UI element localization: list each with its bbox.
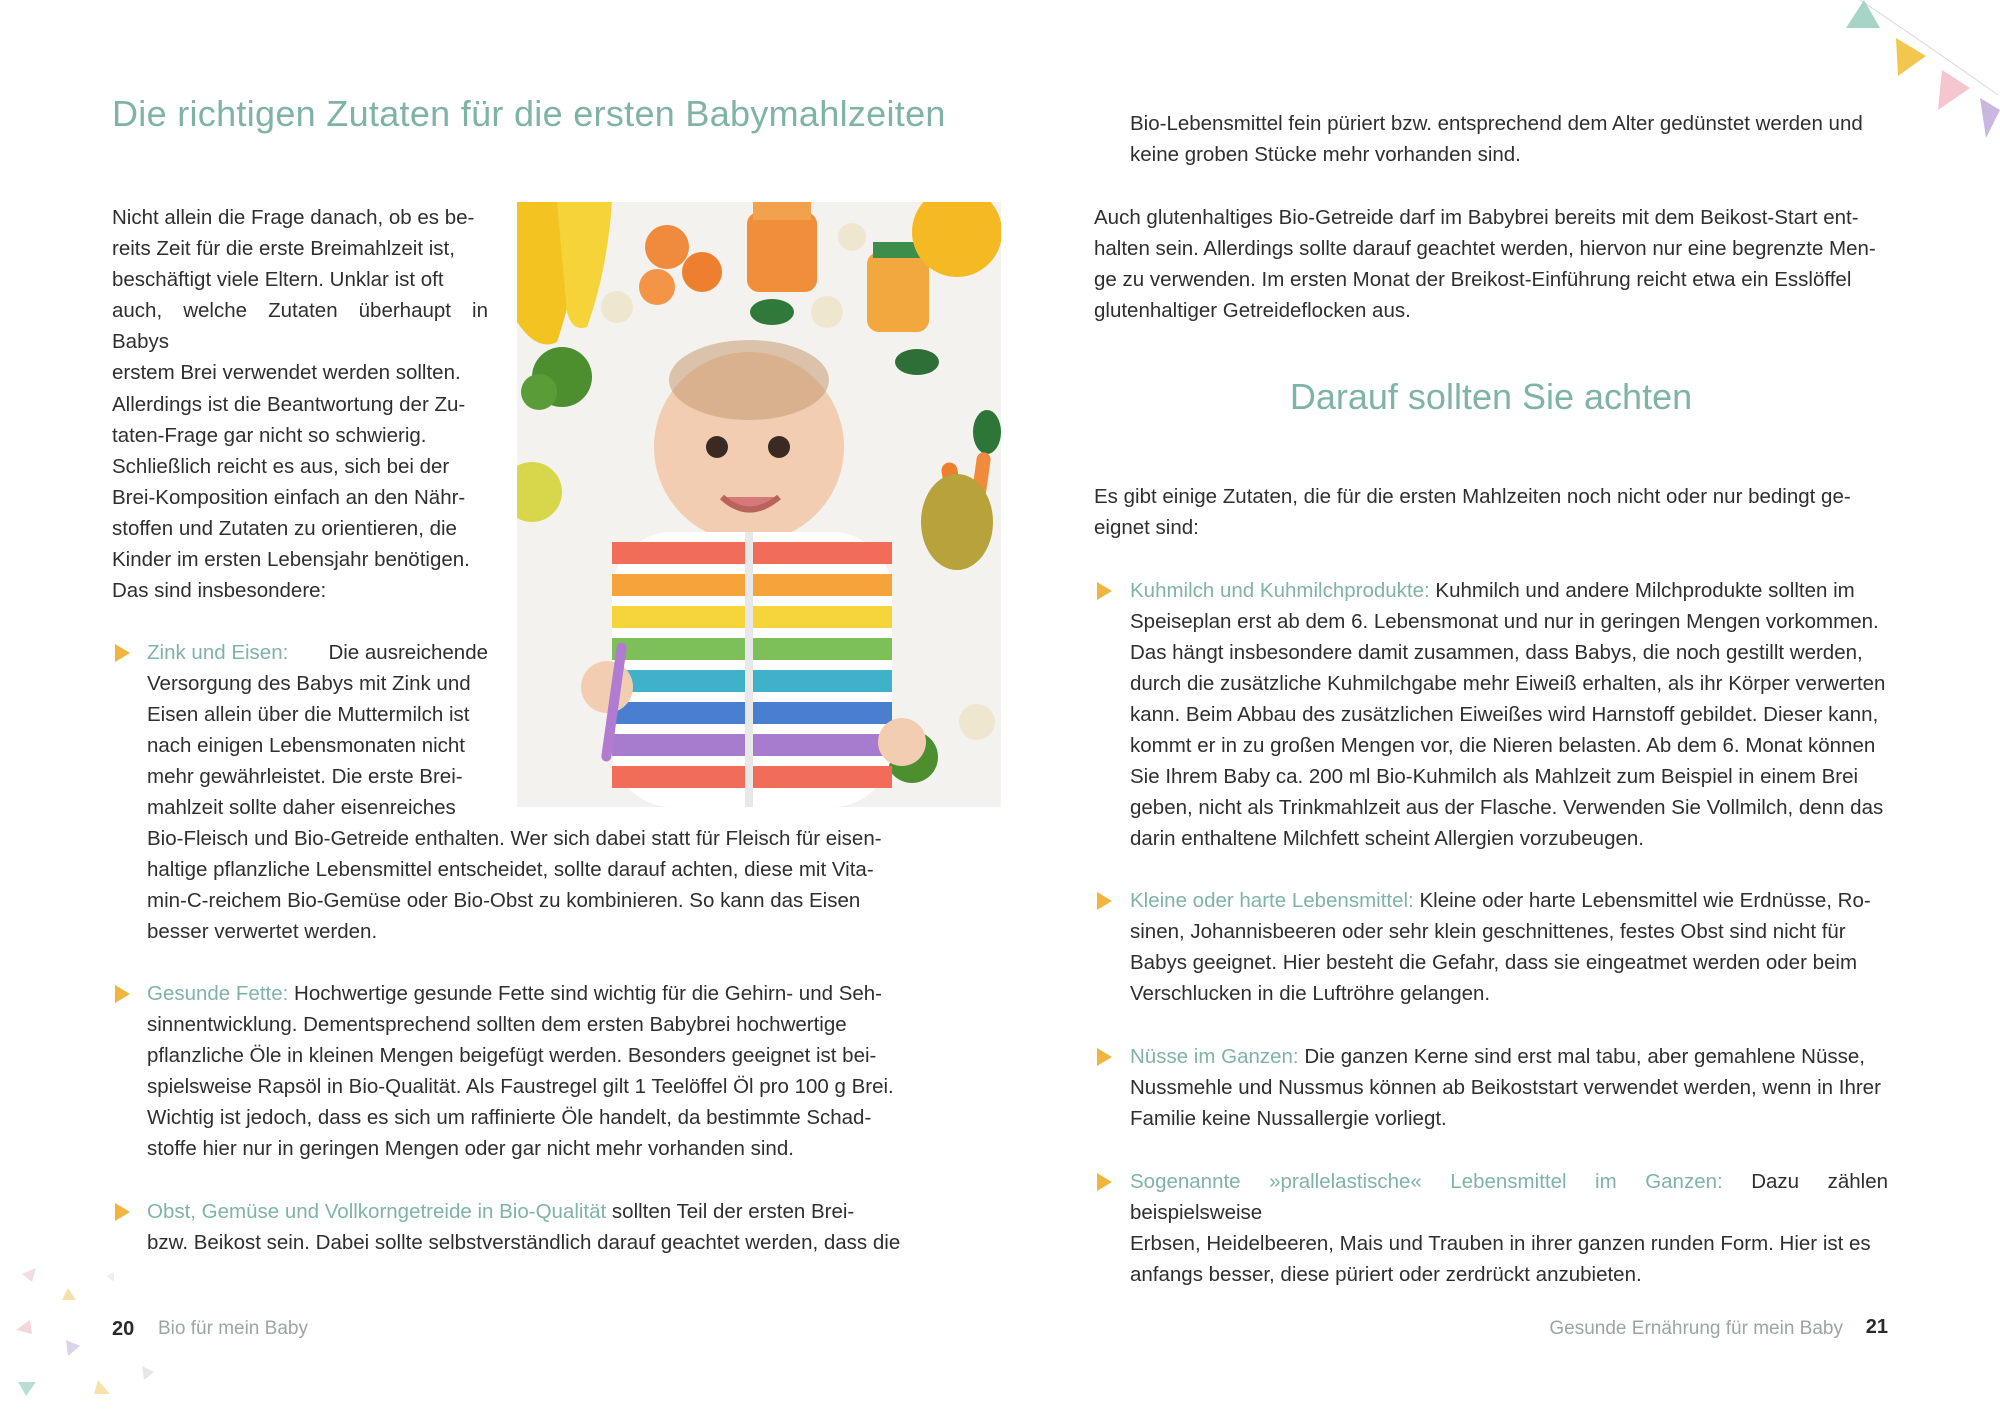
text-line: besser verwertet werden. — [147, 920, 378, 943]
text-line: bzw. Beikost sein. Dabei sollte selbstverständlich darauf geachtet werden, dass die — [147, 1231, 901, 1254]
text-line: Erbsen, Heidelbeeren, Mais und Trauben in ihrer ganzen runden Form. Hier ist es — [1130, 1232, 1871, 1255]
bullet-text: Dazu zählen beispielsweise — [1130, 1170, 1888, 1224]
triangle-bullet-icon — [1097, 1048, 1112, 1066]
page-number-left: 20 — [112, 1318, 135, 1340]
continued-bullet-text — [1130, 108, 1888, 170]
triangle-bullet-icon — [1097, 582, 1112, 600]
bullet-text: Kuhmilch und andere Milchprodukte sollten im — [1435, 579, 1855, 602]
text-line: stoffen und Zutaten zu orientieren, die — [112, 517, 457, 540]
text-line: Es gibt einige Zutaten, die für die ersten Mahlzeiten noch nicht oder nur bedingt ge- — [1094, 485, 1851, 508]
text-line: geben, nicht als Trinkmahlzeit aus der Flasche. Verwenden Sie Vollmilch, denn das — [1130, 796, 1884, 819]
bullet-keyword: Kleine oder harte Lebensmittel: — [1130, 889, 1414, 912]
text-line: Nicht allein die Frage danach, ob es be- — [112, 206, 475, 229]
text-line: Bio-Fleisch und Bio-Getreide enthalten. Wer sich dabei statt für Fleisch für eisen- — [147, 827, 882, 850]
bullet-text: Die ganzen Kerne sind erst mal tabu, aber gemahlene Nüsse, — [1304, 1045, 1865, 1068]
text-line: anfangs besser, diese püriert oder zerdrückt anzubieten. — [1130, 1263, 1642, 1286]
text-line: Babys geeignet. Hier besteht die Gefahr, dass sie eingeatmet werden oder beim — [1130, 951, 1858, 974]
text-line: kann. Beim Abbau des zusätzlichen Eiweißes wird Harnstoff gebildet. Dieser kann, — [1130, 703, 1879, 726]
gluten-paragraph — [1094, 202, 1888, 326]
text-line: Nussmehle und Nussmus können ab Beikoststart verwendet werden, wenn in Ihrer — [1130, 1076, 1881, 1099]
bullet-text: Die ausreichende — [328, 641, 488, 664]
text-line: beschäftigt viele Eltern. Unklar ist oft — [112, 268, 444, 291]
bullet-prallelastisch — [1130, 1166, 1888, 1290]
text-line: Das hängt insbesondere damit zusammen, dass Babys, die noch gestillt werden, — [1130, 641, 1863, 664]
text-line: Eisen allein über die Muttermilch ist — [147, 703, 470, 726]
text-line — [1130, 1041, 1888, 1072]
text-line: Allerdings ist die Beantwortung der Zu- — [112, 393, 466, 416]
text-line: nach einigen Lebensmonaten nicht — [147, 734, 465, 757]
triangle-bullet-icon — [1097, 1173, 1112, 1191]
bullet-text: Kleine oder harte Lebensmittel wie Erdnüsse, Ro- — [1419, 889, 1871, 912]
text-line — [147, 1196, 906, 1227]
text-line — [147, 637, 488, 668]
confetti-decoration-icon — [10, 1262, 160, 1407]
text-line: Speiseplan erst ab dem 6. Lebensmonat und nur in geringen Mengen vorkommen. — [1130, 610, 1879, 633]
text-line: Das sind insbesondere: — [112, 579, 327, 602]
text-line: mehr gewährleistet. Die erste Brei- — [147, 765, 463, 788]
text-line: haltige pflanzliche Lebensmittel entscheidet, sollte darauf achten, diese mit Vita- — [147, 858, 874, 881]
bullet-gesunde-fette — [147, 978, 906, 1164]
running-title-right: Gesunde Ernährung für mein Baby — [1549, 1318, 1843, 1339]
text-line: halten sein. Allerdings sollte darauf geachtet werden, hiervon nur eine begrenzte Men- — [1094, 237, 1876, 260]
bullet-kleine-harte — [1130, 885, 1888, 1009]
text-line: Bio-Lebensmittel fein püriert bzw. entsprechend dem Alter gedünstet werden und — [1130, 112, 1863, 135]
text-line: Versorgung des Babys mit Zink und — [147, 672, 471, 695]
text-line: pflanzliche Öle in kleinen Mengen beigefügt werden. Besonders geeignet ist bei- — [147, 1044, 877, 1067]
text-line: Verschlucken in die Luftröhre gelangen. — [1130, 982, 1491, 1005]
bullet-keyword: Kuhmilch und Kuhmilchprodukte: — [1130, 579, 1430, 602]
text-line — [147, 978, 906, 1009]
triangle-bullet-icon — [115, 985, 130, 1003]
text-line: Wichtig ist jedoch, dass es sich um raffinierte Öle handelt, da bestimmte Schad- — [147, 1106, 872, 1129]
text-line: min-C-reichem Bio-Gemüse oder Bio-Obst zu kombinieren. So kann das Eisen — [147, 889, 861, 912]
text-line: Brei-Komposition einfach an den Nähr- — [112, 486, 466, 509]
intro-paragraph-2 — [112, 389, 488, 606]
bullet-keyword: Obst, Gemüse und Vollkorngetreide in Bio-Qualität — [147, 1200, 607, 1223]
text-line: durch die zusätzliche Kuhmilchgabe mehr Eiweiß erhalten, als ihr Körper verwerten — [1130, 672, 1886, 695]
bullet-obst-gemuese — [147, 1196, 906, 1258]
text-line: ge zu verwenden. Im ersten Monat der Breikost-Einführung reicht etwa ein Esslöffel — [1094, 268, 1852, 291]
text-line: erstem Brei verwendet werden sollten. — [112, 361, 461, 384]
text-line: Schließlich reicht es aus, sich bei der — [112, 455, 450, 478]
text-line: darin enthaltene Milchfett scheint Allergien vorzubeugen. — [1130, 827, 1644, 850]
triangle-bullet-icon — [1097, 892, 1112, 910]
bullet-text: Hochwertige gesunde Fette sind wichtig für die Gehirn- und Seh- — [294, 982, 882, 1005]
text-line: Kinder im ersten Lebensjahr benötigen. — [112, 548, 470, 571]
text-line: kommt er in zu großen Mengen vor, die Nieren belasten. Ab dem 6. Monat können — [1130, 734, 1876, 757]
bullet-text: sollten Teil der ersten Brei- — [611, 1200, 855, 1223]
text-line: Sie Ihrem Baby ca. 200 ml Bio-Kuhmilch als Mahlzeit zum Beispiel in einem Brei — [1130, 765, 1859, 788]
intro-paragraph-right — [1094, 481, 1888, 543]
text-line: keine groben Stücke mehr vorhanden sind. — [1130, 143, 1521, 166]
text-line: sinen, Johannisbeeren oder sehr klein geschnittenes, festes Obst sind nicht für — [1130, 920, 1846, 943]
text-line: taten-Frage gar nicht so schwierig. — [112, 424, 427, 447]
text-line: Auch glutenhaltiges Bio-Getreide darf im Babybrei bereits mit dem Beikost-Start ent- — [1094, 206, 1859, 229]
text-line: mahlzeit sollte daher eisenreiches — [147, 796, 456, 819]
text-line: sinnentwicklung. Dementsprechend sollten dem ersten Babybrei hochwertige — [147, 1013, 847, 1036]
triangle-bullet-icon — [115, 1203, 130, 1221]
intro-paragraph-1 — [112, 202, 488, 388]
text-line — [1130, 885, 1888, 916]
bullet-kuhmilch — [1130, 575, 1888, 854]
text-line — [1130, 575, 1888, 606]
text-line: glutenhaltiger Getreideflocken aus. — [1094, 299, 1411, 322]
page-number-right: 21 — [1865, 1316, 1888, 1338]
bullet-nuesse — [1130, 1041, 1888, 1134]
text-line — [1130, 1166, 1888, 1228]
bullet-keyword: Nüsse im Ganzen: — [1130, 1045, 1299, 1068]
bullet-keyword: Gesunde Fette: — [147, 982, 289, 1005]
text-line: reits Zeit für die erste Breimahlzeit ist, — [112, 237, 455, 260]
bullet-zink-eisen — [147, 637, 906, 947]
text-line: stoffe hier nur in geringen Mengen oder gar nicht mehr vorhanden sind. — [147, 1137, 794, 1160]
text-line: auch, welche Zutaten überhaupt in Babys — [112, 299, 488, 353]
bullet-keyword: Zink und Eisen: — [147, 641, 289, 664]
section-heading-right: Darauf sollten Sie achten — [1289, 376, 1693, 417]
text-line: Familie keine Nussallergie vorliegt. — [1130, 1107, 1447, 1130]
text-line: eignet sind: — [1094, 516, 1199, 539]
page-title-left: Die richtigen Zutaten für die ersten Babymahlzeiten — [112, 93, 946, 134]
running-title-left: Bio für mein Baby — [158, 1318, 308, 1339]
triangle-bullet-icon — [115, 644, 130, 662]
bullet-keyword: Sogenannte »prallelastische« Lebensmittel im Ganzen: — [1130, 1170, 1723, 1193]
text-line: spielsweise Rapsöl in Bio-Qualität. Als Faustregel gilt 1 Teelöffel Öl pro 100 g Brei. — [147, 1075, 894, 1098]
